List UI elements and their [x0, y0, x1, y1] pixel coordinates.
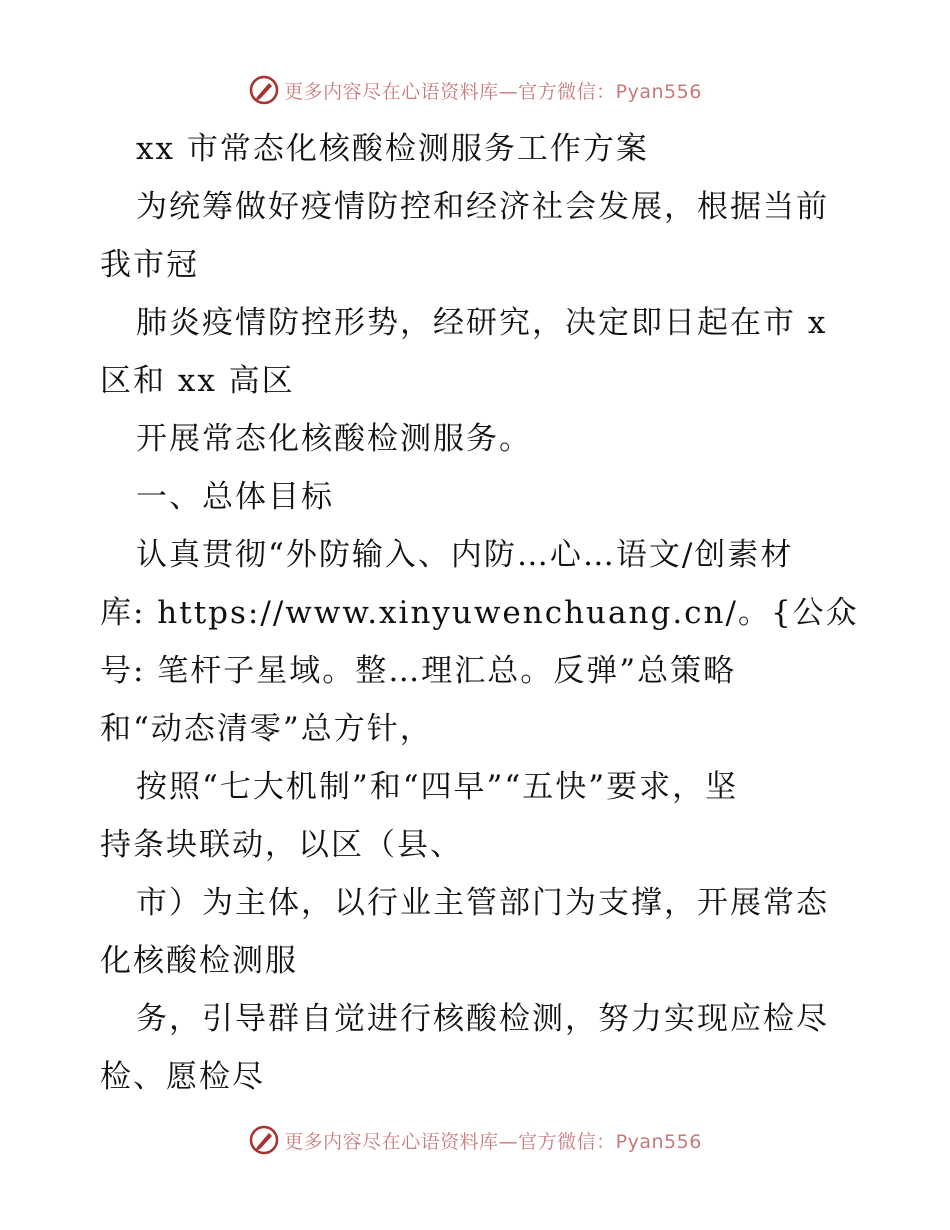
paragraph-line: 我市冠 — [100, 247, 199, 283]
pen-logo-icon — [248, 74, 280, 106]
header-watermark-text: 更多内容尽在心语资料库—官方微信：Pyan556 — [284, 80, 702, 103]
paragraph-line: 开展常态化核酸检测服务。 — [136, 421, 532, 457]
paragraph-line: 认真贯彻“外防输入、内防…心…语文/创素材 — [136, 537, 794, 573]
document-body — [100, 120, 860, 1106]
paragraph-line: 为统筹做好疫情防控和经济社会发展，根据当前 — [136, 189, 829, 225]
paragraph-line: 库: https://www.xinyuwenchuang.cn/。{公众 — [100, 595, 859, 631]
paragraph-line: 区和 xx 高区 — [100, 363, 295, 399]
paragraph-line: 市）为主体，以行业主管部门为支撑，开展常态 — [136, 885, 829, 921]
document-title: xx 市常态化核酸检测服务工作方案 — [136, 131, 649, 167]
section-heading: 一、总体目标 — [136, 479, 334, 515]
paragraph-line: 检、愿检尽 — [100, 1059, 265, 1095]
paragraph-line: 肺炎疫情防控形势，经研究，决定即日起在市 x — [136, 305, 828, 341]
footer-watermark — [0, 1118, 950, 1162]
header-watermark — [0, 68, 950, 112]
paragraph-line: 化核酸检测服 — [100, 943, 298, 979]
pen-logo-icon — [248, 1124, 280, 1156]
paragraph-line: 持条块联动，以区（县、 — [100, 827, 463, 863]
paragraph-line: 务，引导群自觉进行核酸检测，努力实现应检尽 — [136, 1001, 829, 1037]
paragraph-line: 号: 笔杆子星域。整…理汇总。反弹”总策略 — [100, 653, 737, 689]
footer-watermark-text: 更多内容尽在心语资料库—官方微信：Pyan556 — [284, 1130, 702, 1153]
paragraph-line: 按照“七大机制”和“四早”“五快”要求，坚 — [136, 769, 739, 805]
paragraph-line: 和“动态清零”总方针， — [100, 711, 433, 747]
